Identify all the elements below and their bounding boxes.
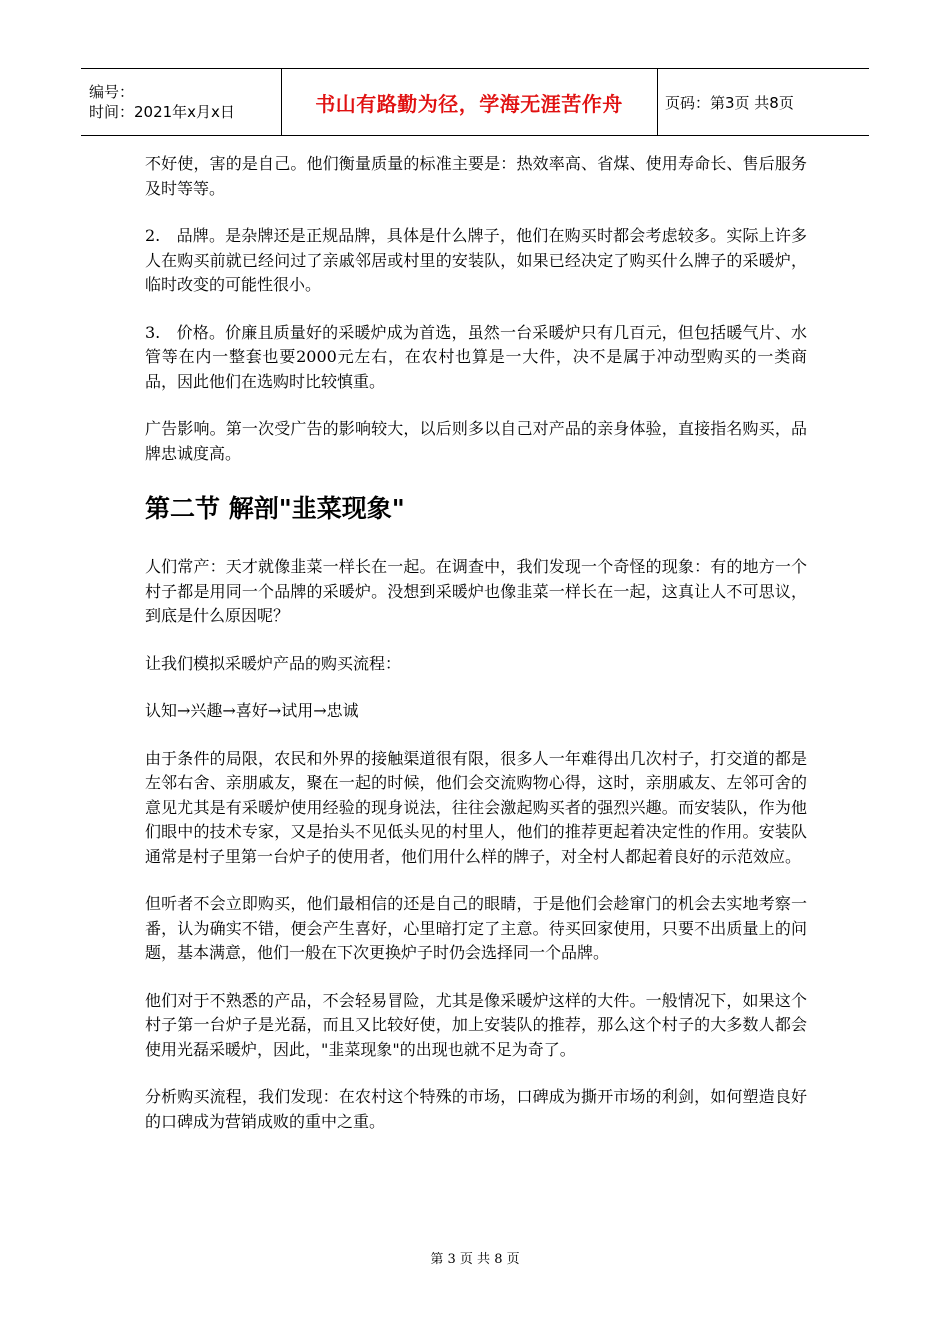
section-heading: 第二节 解剖"韭菜现象" <box>145 494 405 523</box>
paragraph: 人们常产：天才就像韭菜一样长在一起。在调查中，我们发现一个奇怪的现象：有的地方一个村子都是用同一个品牌的采暖炉。没想到采暖炉也像韭菜一样长在一起，这真让人不可思议，到底是什么原因呢？ <box>145 557 807 625</box>
paragraph: 让我们模拟采暖炉产品的购买流程： <box>145 653 402 673</box>
header-page-info: 页码：第3页 共8页 <box>665 93 794 112</box>
header-meta <box>89 69 279 135</box>
paragraph: 分析购买流程，我们发现：在农村这个特殊的市场，口碑成为撕开市场的利剑，如何塑造良好的口碑成为营销成败的重中之重。 <box>145 1087 807 1131</box>
paragraph: 3. 价格。价廉且质量好的采暖炉成为首选，虽然一台采暖炉只有几百元，但包括暖气片、水管等在内一整套也要2000元左右，在农村也算是一大件，决不是属于冲动型购买的一类商品，因此他们在选购时比较慎重。 <box>145 322 807 391</box>
paragraph: 广告影响。第一次受广告的影响较大，以后则多以自己对产品的亲身体验，直接指名购买，品牌忠诚度高。 <box>145 419 807 463</box>
paragraph: 由于条件的局限，农民和外界的接触渠道很有限，很多人一年难得出几次村子，打交道的都是左邻右舍、亲朋戚友，聚在一起的时候，他们会交流购物心得，这时，亲朋戚友、左邻可舍的意见尤其是有采暖炉使用经验的现身说法，往往会激起购买者的强烈兴趣。而安装队，作为他们眼中的技术专家，又是抬头不见低头见的村里人，他们的推荐更起着决定性的作用。安装队通常是村子里第一台炉子的使用者，他们用什么样的牌子，对全村人都起着良好的示范效应。 <box>145 748 807 866</box>
header-time-label: 时间：2021年x月x日 <box>89 103 235 121</box>
header-divider <box>657 69 658 135</box>
paragraph: 认知→兴趣→喜好→试用→忠诚 <box>145 701 359 720</box>
paragraph: 他们对于不熟悉的产品，不会轻易冒险，尤其是像采暖炉这样的大件。一般情况下，如果这个村子第一台炉子是光磊，而且又比较好使，加上安装队的推荐，那么这个村子的大多数人都会使用光磊采暖炉，因此，"韭菜现象"的出现也就不足为奇了。 <box>145 990 807 1059</box>
page-header <box>81 68 869 136</box>
header-number-label: 编号： <box>89 83 135 101</box>
paragraph: 2. 品牌。是杂牌还是正规品牌，具体是什么牌子，他们在购买时都会考虑较多。实际上许多人在购买前就已经问过了亲戚邻居或村里的安装队，如果已经决定了购买什么牌子的采暖炉，临时改变的可能性很小。 <box>145 226 807 294</box>
header-motto: 书山有路勤为径，学海无涯苦作舟 <box>315 91 623 116</box>
paragraph: 但听者不会立即购买，他们最相信的还是自己的眼睛，于是他们会趁窜门的机会去实地考察一番，认为确实不错，便会产生喜好，心里暗打定了主意。待买回家使用，只要不出质量上的问题，基本满意，他们一般在下次更换炉子时仍会选择同一个品牌。 <box>145 894 807 962</box>
page-footer: 第 3 页 共 8 页 <box>430 1252 520 1267</box>
paragraph: 不好使，害的是自己。他们衡量质量的标准主要是：热效率高、省煤、使用寿命长、售后服务及时等等。 <box>145 154 807 198</box>
header-divider <box>281 69 282 135</box>
document-body <box>145 152 807 1157</box>
